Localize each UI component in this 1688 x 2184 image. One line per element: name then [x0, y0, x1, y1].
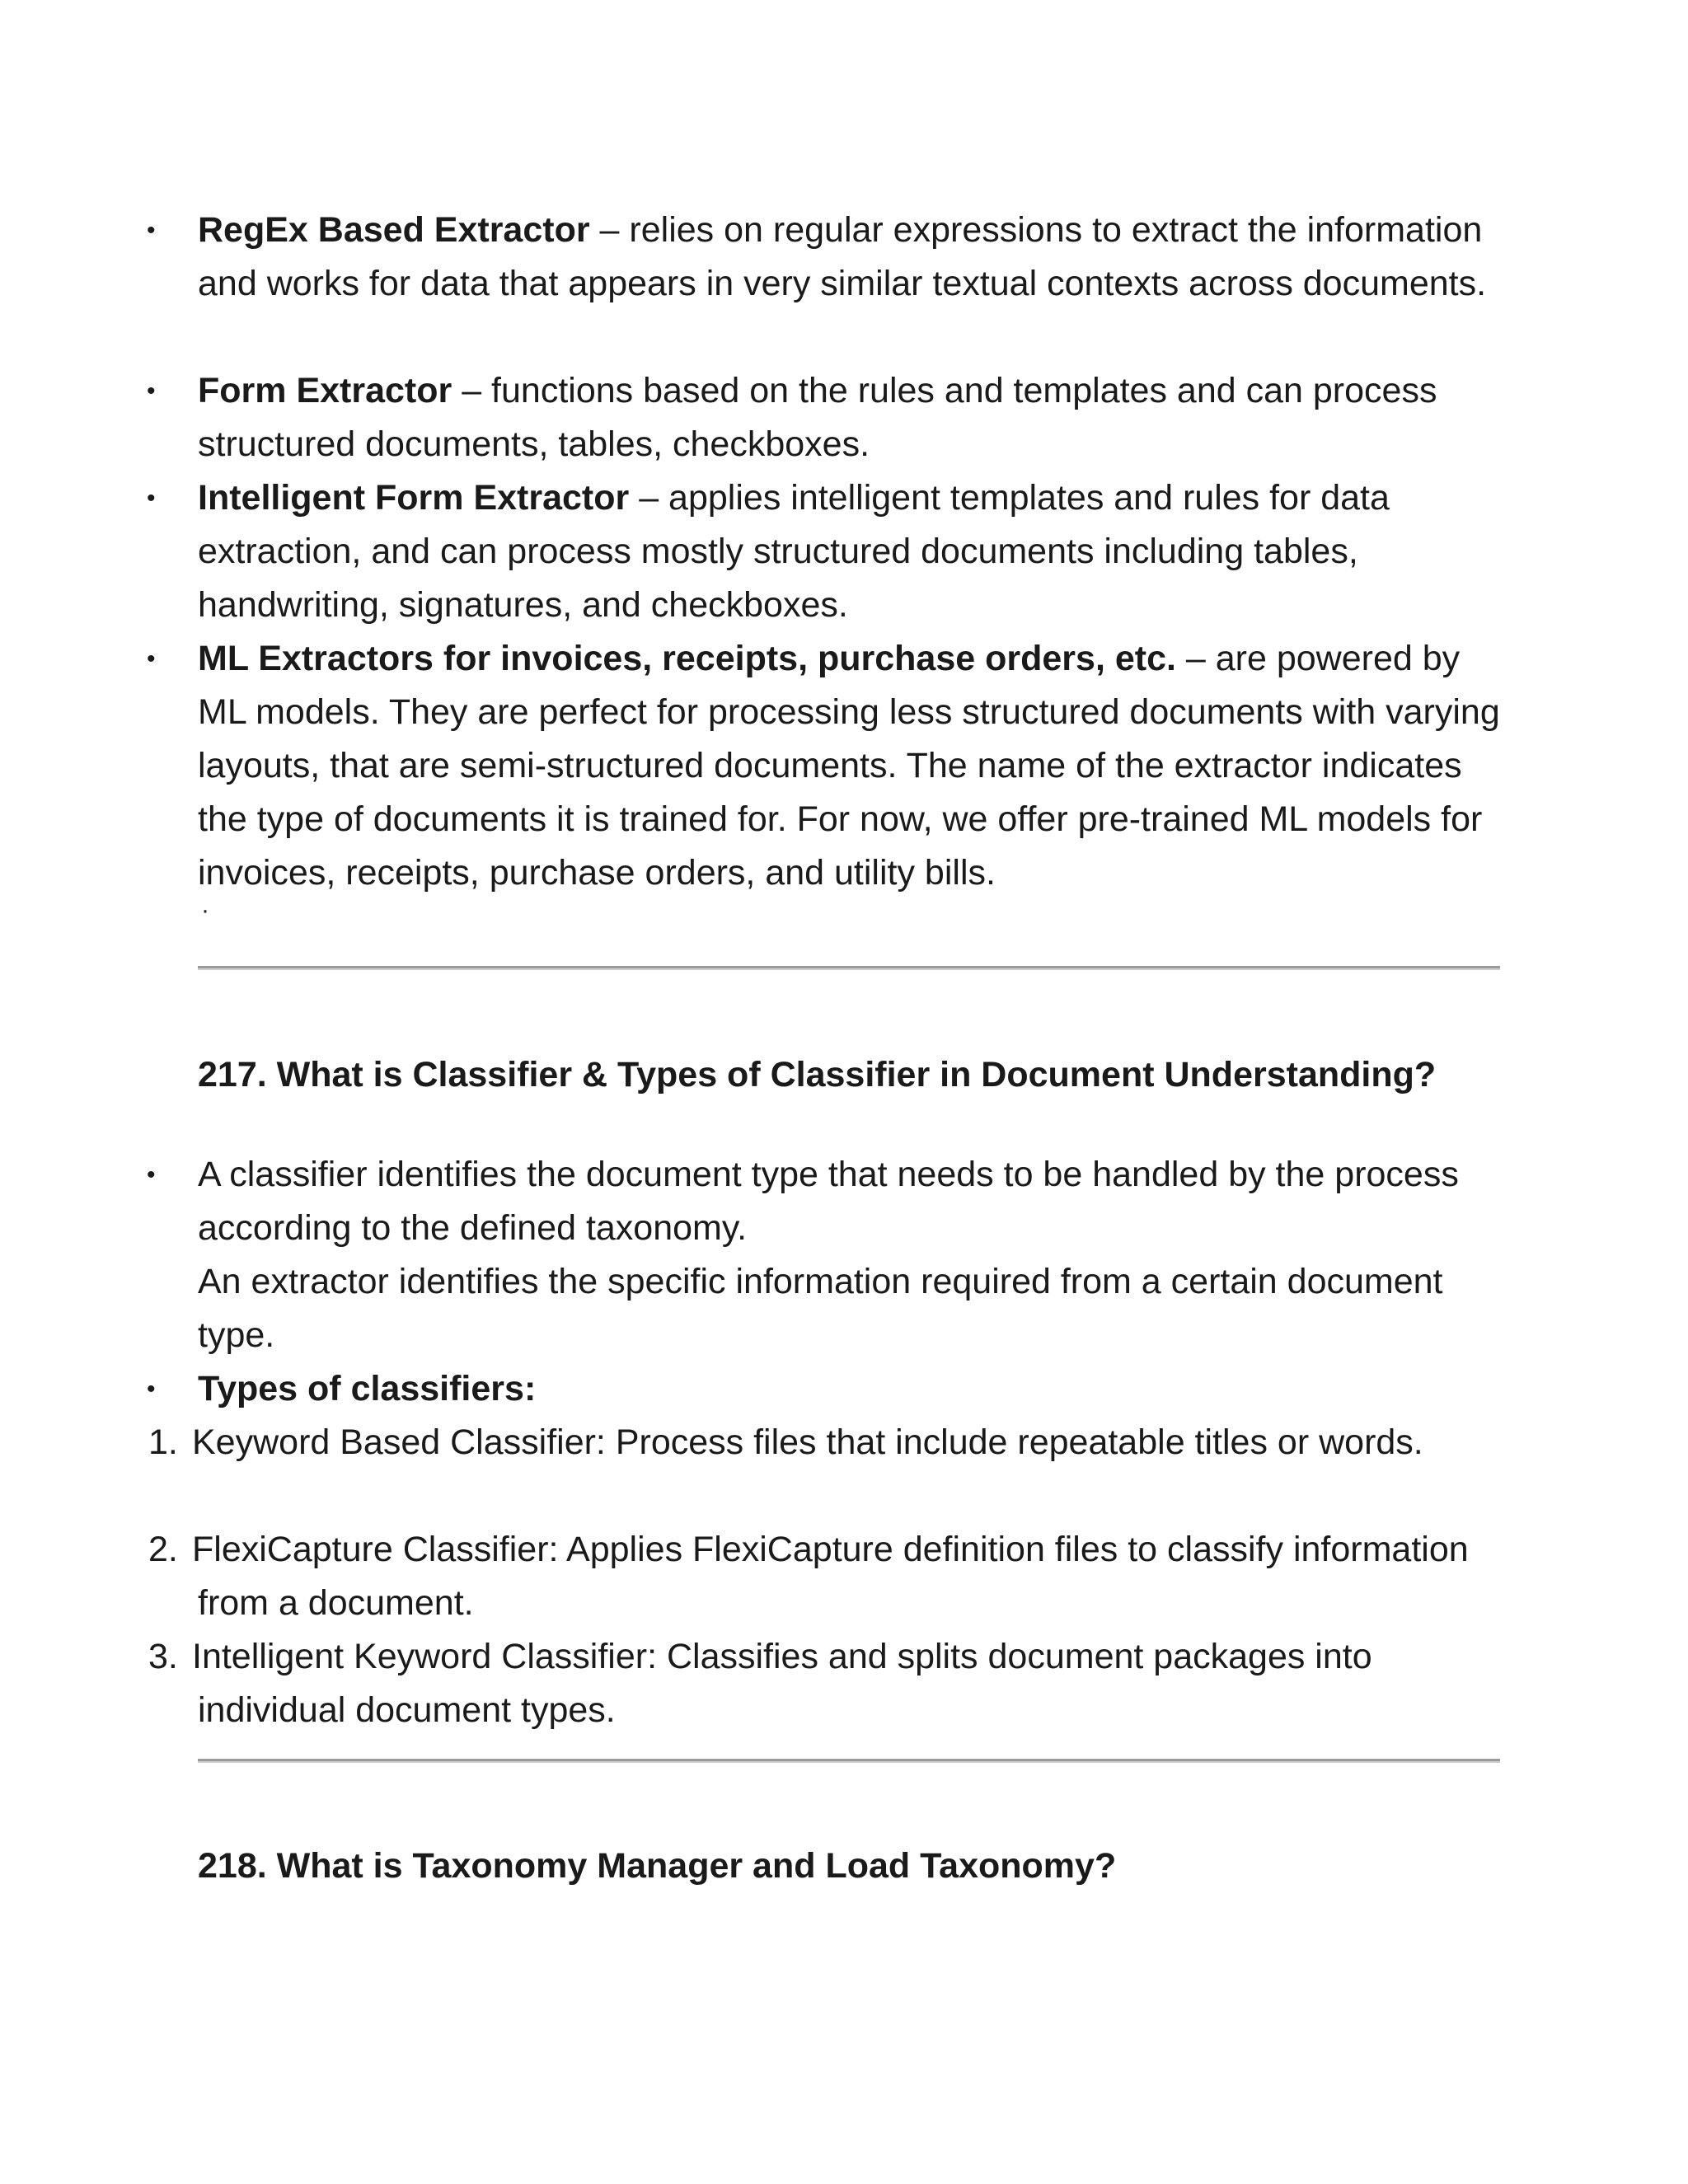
section-divider	[198, 1759, 1500, 1763]
list-number: 3.	[148, 1637, 178, 1676]
list-number: 1.	[148, 1422, 178, 1462]
extractor-name: Form Extractor	[198, 371, 452, 410]
question-218-heading: 218. What is Taxonomy Manager and Load Taxonomy?	[198, 1846, 1117, 1886]
stray-dot: ·	[201, 897, 209, 924]
extractor-definition-text: An extractor identifies the specific information required from a certain document type.	[198, 1262, 1443, 1355]
classifier-definition-text: A classifier identifies the document type that needs to be handled by the process according to the defined taxonomy.	[198, 1155, 1459, 1248]
question-217-heading: 217. What is Classifier & Types of Classifier in Document Understanding?	[198, 1055, 1437, 1094]
classifier-type-item: Keyword Based Classifier: Process files that include repeatable titles or words.	[192, 1422, 1423, 1462]
bullet-marker: •	[147, 377, 156, 405]
bullet-marker: •	[147, 1161, 156, 1188]
classifier-definition	[198, 1148, 1500, 1362]
extractor-description: – are powered by ML models. They are perfect for processing less structured documents with varying layouts, that are semi-structured documents. The name of the extractor indicates the type of documents it is trained for. For now, we offer pre-trained ML models for invoices, receipts, purchase orders, and utility bills.	[198, 639, 1500, 893]
extractor-item-intelligent-form	[198, 471, 1500, 632]
extractor-item-ml	[198, 632, 1500, 900]
classifier-type-item: FlexiCapture Classifier: Applies FlexiCapture definition files to classify information from a document.	[192, 1530, 1469, 1623]
bullet-marker: •	[147, 217, 156, 244]
extractor-description: – relies on regular expressions to extract the information and works for data that appears in very similar textual contexts across documents.	[198, 210, 1487, 303]
bullet-marker: •	[147, 645, 156, 673]
extractor-item-form	[198, 364, 1500, 471]
classifier-type-item: Intelligent Keyword Classifier: Classifies and splits document packages into individual document types.	[192, 1637, 1372, 1730]
bullet-marker: •	[147, 485, 156, 512]
extractor-name: Intelligent Form Extractor	[198, 478, 630, 518]
section-divider	[198, 966, 1500, 970]
list-number: 2.	[148, 1530, 178, 1569]
extractor-description: – functions based on the rules and templates and can process structured documents, tables, checkboxes.	[198, 371, 1437, 464]
extractor-item-regex	[198, 204, 1500, 311]
extractor-name: RegEx Based Extractor	[198, 210, 590, 250]
extractor-name: ML Extractors for invoices, receipts, purchase orders, etc.	[198, 639, 1176, 678]
extractor-description: – applies intelligent templates and rules for data extraction, and can process mostly structured documents including tables, handwriting, signatures, and checkboxes.	[198, 478, 1390, 625]
bullet-marker: •	[147, 1376, 156, 1403]
types-of-classifiers-label: Types of classifiers:	[198, 1369, 537, 1408]
